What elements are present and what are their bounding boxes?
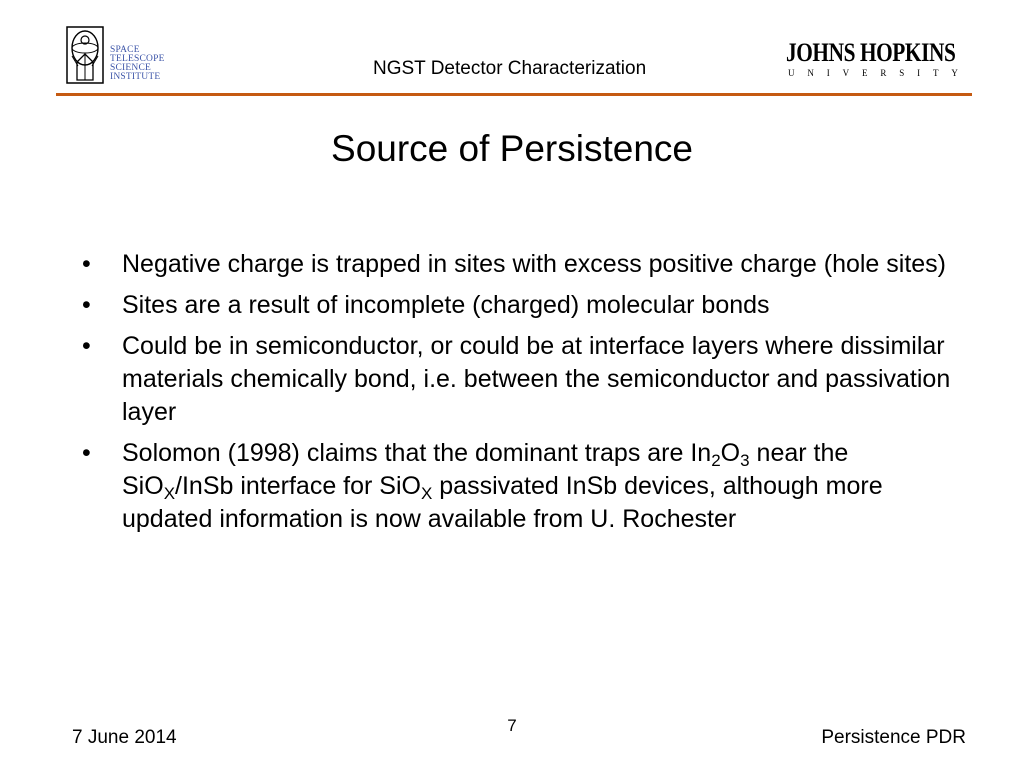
jhu-logo-name: JOHNS HOPKINS xyxy=(786,38,956,67)
bullet-text: Negative charge is trapped in sites with excess positive charge (hole sites) xyxy=(122,250,947,278)
jhu-letter: U xyxy=(788,68,795,78)
subscript: X xyxy=(420,484,433,503)
bullet-item xyxy=(80,248,960,281)
subscript: 2 xyxy=(711,451,721,470)
bullet-text: O xyxy=(720,439,741,467)
jhu-letter: E xyxy=(862,68,868,78)
jhu-letter: I xyxy=(826,68,830,78)
jhu-letter: S xyxy=(899,68,905,78)
jhu-letter: R xyxy=(880,68,887,78)
jhu-letter: Y xyxy=(951,68,958,78)
stsci-line: SCIENCE xyxy=(110,63,151,73)
bullet-text: Could be in semiconductor, or could be at interface layers where dissimilar materials chemically bond, i.e. between the semiconductor and passivation layer xyxy=(122,332,951,426)
bullet-marker: • xyxy=(82,250,91,278)
jhu-letter: V xyxy=(842,68,850,78)
footer-title: Persistence PDR xyxy=(821,727,966,748)
bullet-list xyxy=(80,248,960,544)
bullet-text: /InSb interface for SiO xyxy=(175,472,421,500)
stsci-line: SPACE xyxy=(110,45,140,55)
jhu-logo-university xyxy=(788,68,958,78)
page-number: 7 xyxy=(507,716,517,735)
subscript: X xyxy=(163,484,176,503)
bullet-text: passivated InSb devices, although more updated information is now available from U. Rochester xyxy=(122,472,883,533)
bullet-marker: • xyxy=(82,291,91,319)
bullet-marker: • xyxy=(82,439,91,467)
stsci-wordmark xyxy=(110,46,165,82)
bullet-item xyxy=(80,289,960,322)
header-divider xyxy=(56,93,972,96)
stsci-line: TELESCOPE xyxy=(110,54,165,64)
jhu-letter: N xyxy=(807,68,814,78)
stsci-line: INSTITUTE xyxy=(110,72,161,82)
slide-title: Source of Persistence xyxy=(331,128,693,169)
stsci-logo-icon xyxy=(66,26,104,84)
bullet-text: Sites are a result of incomplete (charged) molecular bonds xyxy=(122,291,770,319)
bullet-item xyxy=(80,437,960,536)
bullet-marker: • xyxy=(82,332,91,360)
bullet-item xyxy=(80,330,960,429)
bullet-text: near the SiO xyxy=(122,439,849,500)
jhu-letter: I xyxy=(917,68,921,78)
bullet-text: Solomon (1998) claims that the dominant traps are In xyxy=(122,439,712,467)
subscript: 3 xyxy=(740,451,750,470)
header-title: NGST Detector Characterization xyxy=(373,58,647,79)
footer-date: 7 June 2014 xyxy=(72,727,177,748)
jhu-letter: T xyxy=(933,68,939,78)
